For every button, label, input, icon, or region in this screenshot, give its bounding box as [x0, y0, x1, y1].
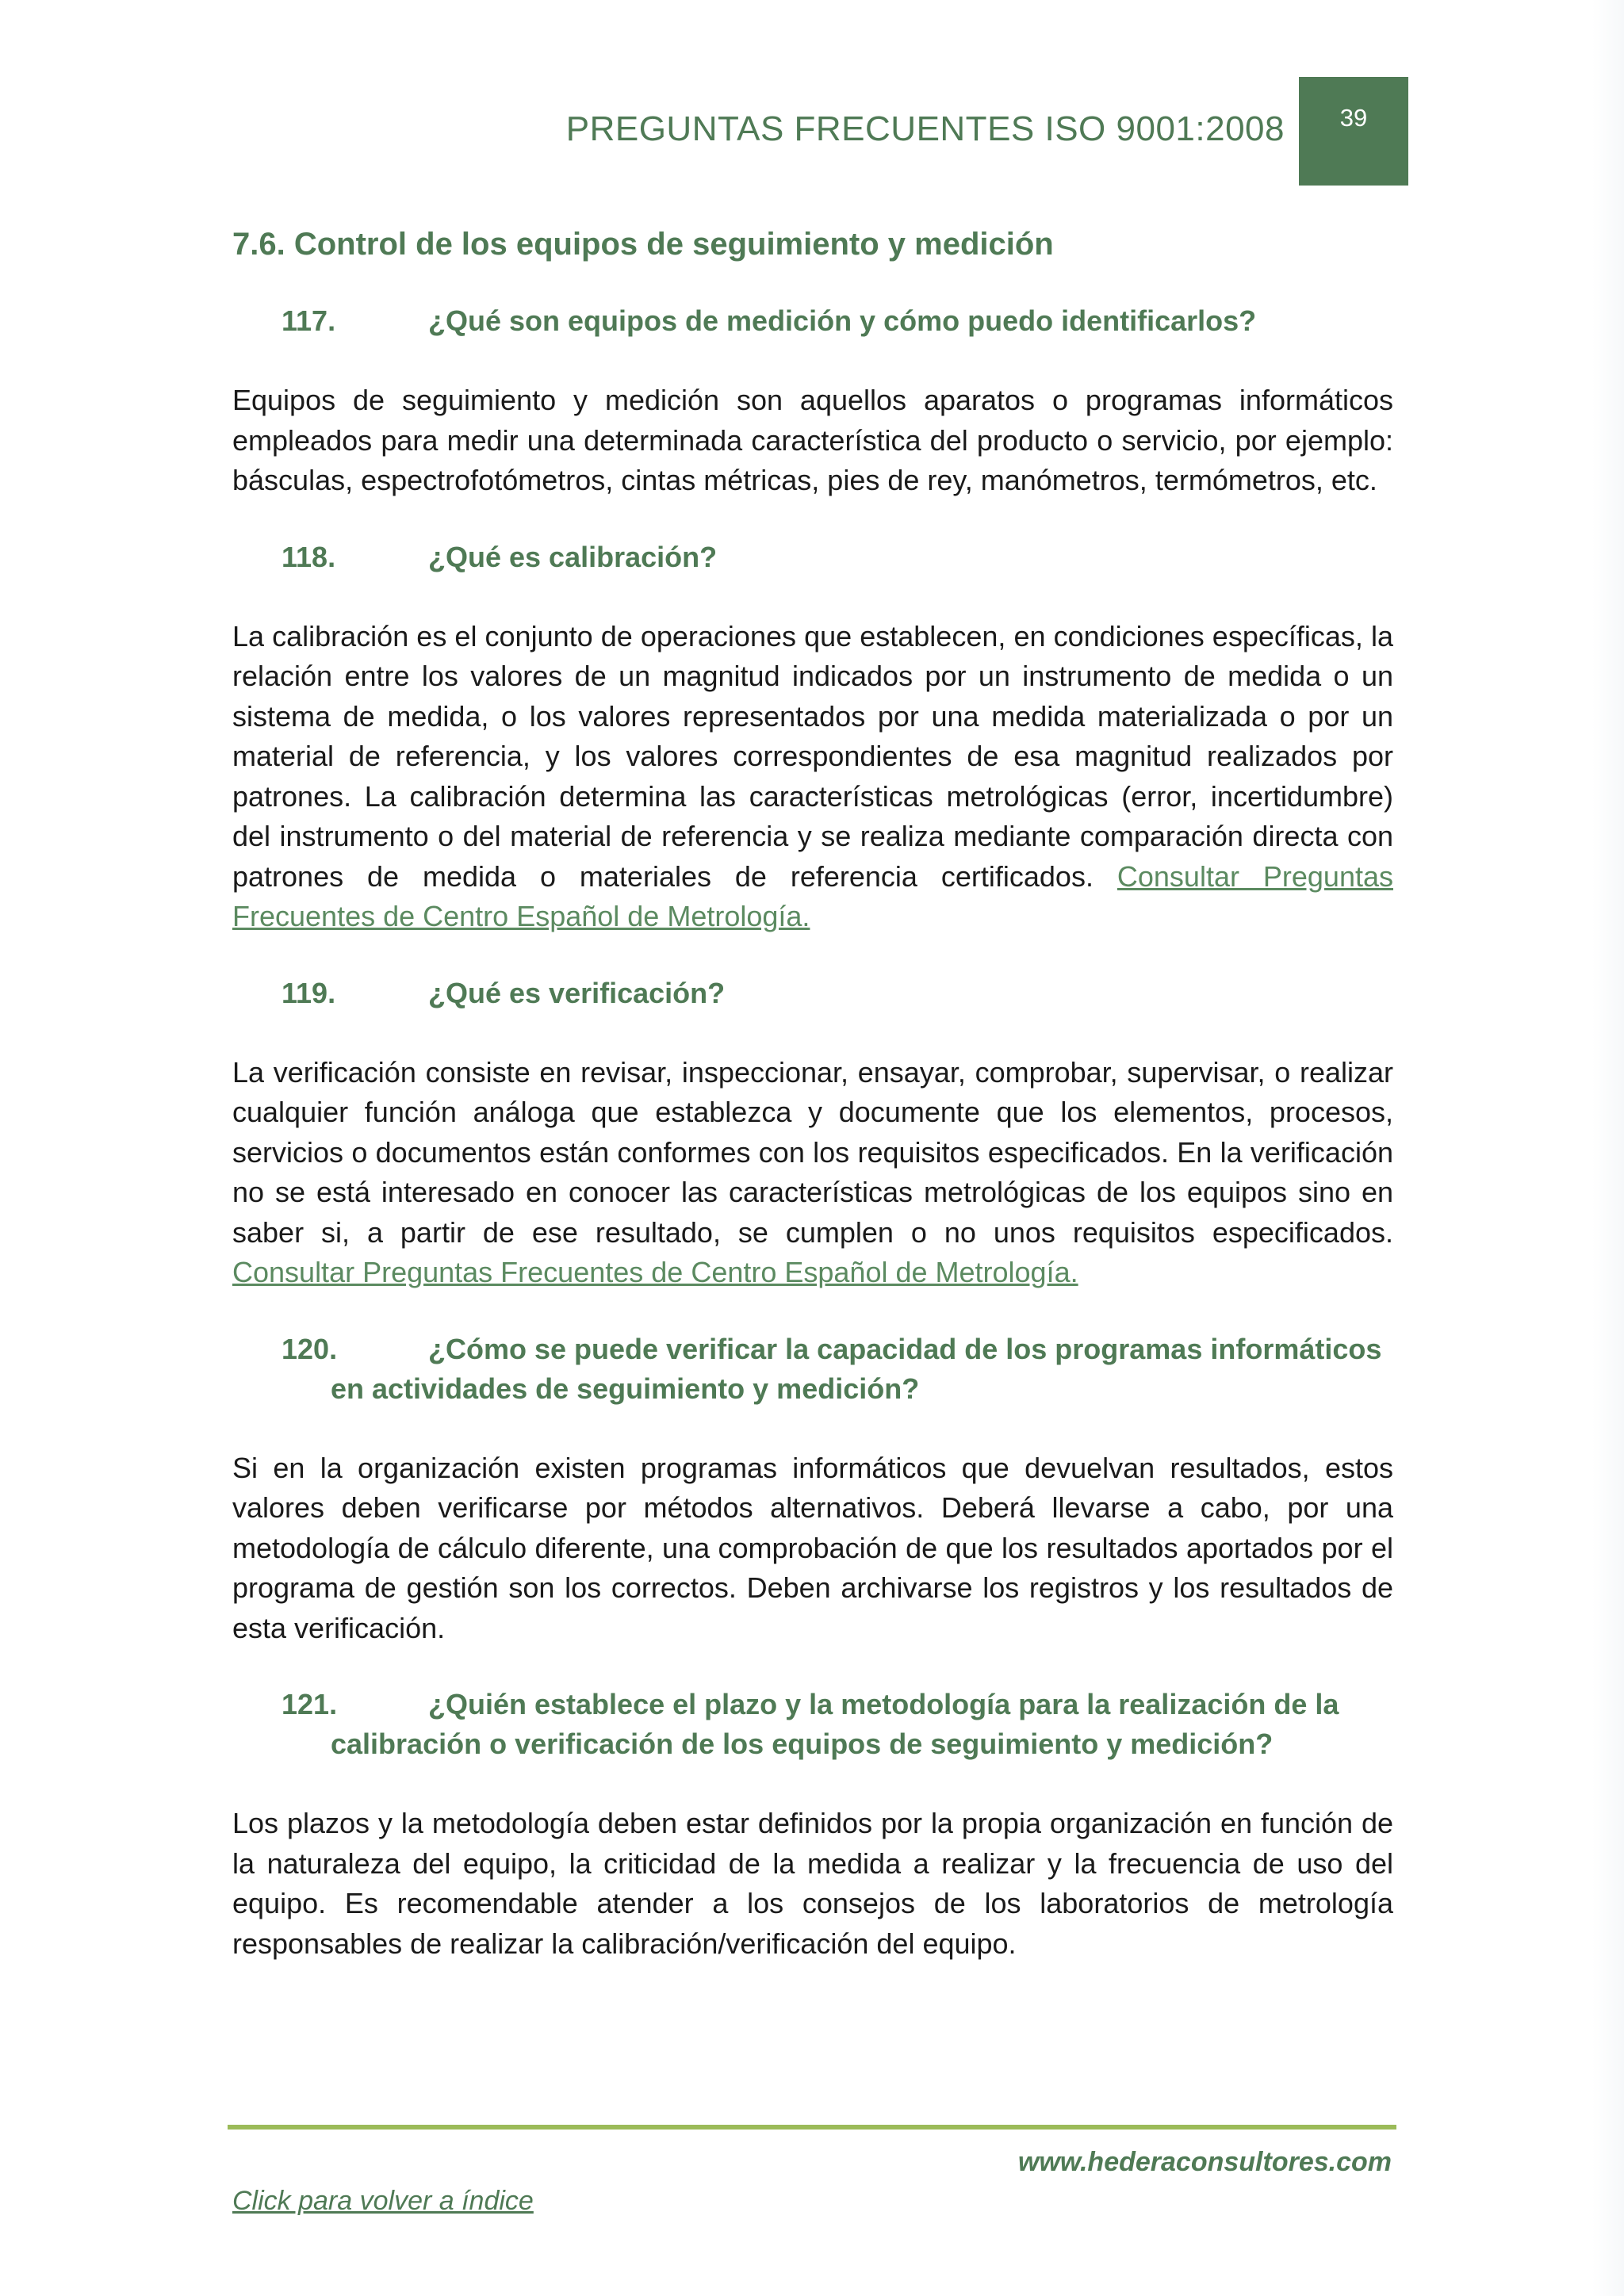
footer-website: www.hederaconsultores.com: [1017, 2147, 1392, 2177]
question-text: ¿Qué es calibración?: [428, 540, 718, 573]
page-edge-shade: [1592, 0, 1624, 2296]
content-column: [232, 222, 1393, 2000]
back-to-index-link[interactable]: Click para volver a índice: [232, 2186, 534, 2216]
question-heading-121: [232, 1685, 1393, 1764]
answer-paragraph-118: [232, 617, 1393, 937]
question-text: ¿Qué son equipos de medición y cómo puedo identificarlos?: [428, 304, 1257, 337]
question-text: ¿Qué es verificación?: [428, 976, 726, 1009]
header-title: PREGUNTAS FRECUENTES ISO 9001:2008: [565, 109, 1285, 148]
question-text-line2: en actividades de seguimiento y medición?: [331, 1372, 920, 1405]
question-number: 118.: [282, 540, 336, 573]
answer-paragraph-121: Los plazos y la metodología deben estar definidos por la propia organización en función de la naturaleza del equipo, la criticidad de la medida a realizar y la frecuencia de uso del equipo. Es recomendable atender a los consejos de los laboratorios de metrología responsables de realizar la calibración/verificación del equipo.: [232, 1807, 1393, 1960]
cem-faq-link[interactable]: Consultar Preguntas Frecuentes de Centro Español de Metrología.: [232, 1256, 1078, 1288]
page-number-badge: [1299, 77, 1408, 186]
cem-faq-link[interactable]: Consultar Preguntas Frecuentes de Centro Español de Metrología.: [232, 859, 1393, 932]
answer-paragraph-117: Equipos de seguimiento y medición son aquellos aparatos o programas informáticos empleados para medir una determinada característica del producto o servicio, por ejemplo: básculas, espectrofotómetros, cintas métricas, pies de rey, manómetros, termómetros, etc.: [232, 384, 1393, 496]
question-number: 121.: [282, 1688, 338, 1720]
answer-paragraph-120: Si en la organización existen programas informáticos que devuelvan resultados, estos valores deben verificarse por métodos alternativos. Deberá llevarse a cabo, por una metodología de cálculo diferente, una comprobación de que los resultados aportados por el programa de gestión son los correctos. Deben archivarse los registros y los resultados de esta verificación.: [232, 1451, 1393, 1644]
question-number: 119.: [282, 976, 336, 1009]
question-number: 117.: [282, 304, 336, 337]
question-text-line2: calibración o verificación de los equipos de seguimiento y medición?: [331, 1728, 1274, 1760]
page-number: 39: [1339, 104, 1368, 132]
question-text-line1: ¿Quién establece el plazo y la metodología para la realización de la: [428, 1688, 1339, 1720]
question-heading-119: [232, 974, 1393, 1013]
answer-text: La calibración es el conjunto de operaciones que establecen, en condiciones específicas, la relación entre los valores de un magnitud indicados por un instrumento de medida o un sistema de medida, o los valores representados por una medida materializada o por un material de referencia, y los valores correspondientes de esa magnitud realizados por patrones. La calibración determina las características metrológicas (error, incertidumbre) del instrumento o del material de referencia y se realiza mediante comparación directa con patrones de medida o materiales de referencia certificados.: [232, 619, 1393, 893]
answer-paragraph-119: [232, 1053, 1393, 1293]
question-number: 120.: [282, 1332, 338, 1365]
answer-text: La verificación consiste en revisar, inspeccionar, ensayar, comprobar, supervisar, o realizar cualquier función análoga que establezca y documente que los elementos, procesos, servicios o documentos están conformes con los requisitos especificados. En la verificación no se está interesado en conocer las características metrológicas de los equipos sino en saber si, a partir de ese resultado, se cumplen o no unos requisitos especificados.: [232, 1055, 1393, 1249]
question-heading-120: [232, 1330, 1393, 1409]
footer-divider: [228, 2125, 1396, 2130]
question-heading-118: [232, 538, 1393, 577]
question-text-line1: ¿Cómo se puede verificar la capacidad de los programas informáticos: [428, 1332, 1382, 1365]
section-title: 7.6. Control de los equipos de seguimiento y medición: [232, 227, 1054, 262]
question-heading-117: [232, 301, 1393, 341]
